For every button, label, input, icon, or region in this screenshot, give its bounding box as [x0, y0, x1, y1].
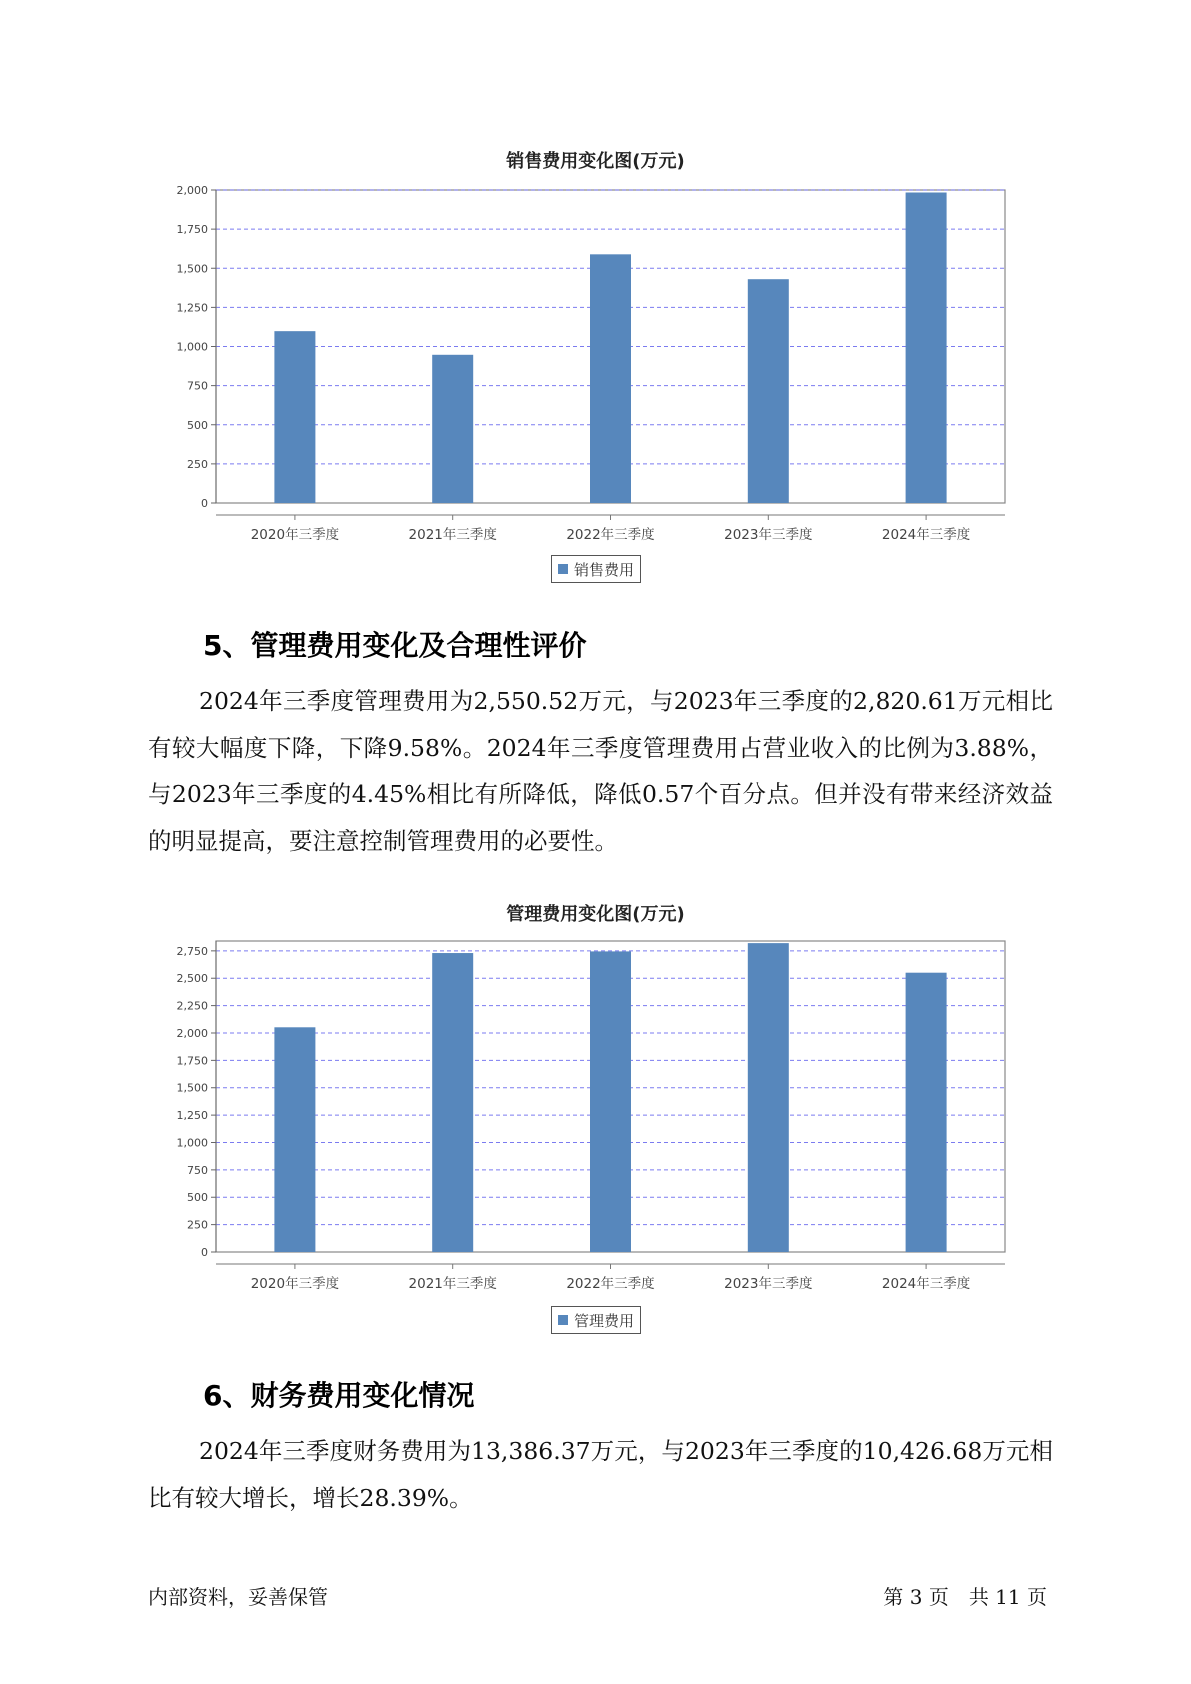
bar	[590, 951, 631, 1252]
x-tick-label: 2021年三季度	[408, 1276, 497, 1292]
y-tick-label: 750	[187, 379, 208, 393]
y-tick-label: 1,500	[176, 262, 208, 276]
y-tick-label: 1,000	[176, 1136, 208, 1150]
footer-confidential: 内部资料，妥善保管	[148, 1585, 328, 1609]
y-tick-label: 2,250	[176, 999, 208, 1013]
y-tick-label: 1,500	[176, 1081, 208, 1095]
bar	[748, 943, 789, 1252]
y-tick-label: 250	[187, 1218, 208, 1232]
x-tick-label: 2020年三季度	[250, 527, 340, 543]
legend-label: 销售费用	[574, 560, 635, 579]
x-tick-label: 2020年三季度	[250, 1276, 340, 1292]
x-tick-label: 2023年三季度	[724, 1276, 813, 1292]
section-6-heading: 6、财务费用变化情况	[203, 1379, 475, 1412]
section-5-paragraph: 2024年三季度管理费用为2,550.52万元，与2023年三季度的2,820.61万元相比有较大幅度下降，下降9.58%。2024年三季度管理费用占营业收入的比例为3.88%，与2023年三季度的4.45%相比有所降低，降低0.57个百分点。但并没有带来经济效益的明显提高，要注意控制管理费用的必要性。	[148, 687, 1053, 855]
y-tick-label: 2,000	[176, 1026, 208, 1040]
y-tick-label: 0	[201, 1246, 208, 1259]
y-tick-label: 1,750	[176, 223, 208, 237]
y-tick-label: 1,000	[176, 340, 208, 354]
sales-chart-title: 销售费用变化图(万元)	[506, 151, 685, 172]
bar	[432, 953, 473, 1252]
legend-swatch	[558, 1315, 568, 1325]
footer-page-number: 第 3 页 共 11 页	[883, 1585, 1047, 1609]
y-tick-label: 2,500	[176, 972, 208, 986]
y-tick-label: 250	[187, 457, 208, 471]
bar	[274, 1027, 315, 1252]
section-6-paragraph: 2024年三季度财务费用为13,386.37万元，与2023年三季度的10,426.68万元相比有较大增长，增长28.39%。	[148, 1437, 1053, 1512]
x-tick-label: 2022年三季度	[566, 1276, 655, 1292]
x-tick-label: 2024年三季度	[881, 527, 971, 543]
y-tick-label: 0	[201, 497, 208, 510]
x-tick-label: 2024年三季度	[881, 1276, 971, 1292]
y-tick-label: 500	[187, 418, 208, 432]
legend-label: 管理费用	[574, 1311, 635, 1330]
y-tick-label: 750	[187, 1163, 208, 1177]
section-5-heading: 5、管理费用变化及合理性评价	[203, 629, 587, 662]
y-tick-label: 500	[187, 1191, 208, 1205]
bar	[906, 973, 947, 1252]
admin-chart-title: 管理费用变化图(万元)	[506, 904, 685, 925]
y-tick-label: 1,250	[176, 301, 208, 315]
x-tick-label: 2021年三季度	[408, 527, 497, 543]
y-tick-label: 2,750	[176, 944, 208, 958]
y-tick-label: 2,000	[176, 184, 208, 197]
x-tick-label: 2023年三季度	[724, 527, 813, 543]
admin-chart-legend	[551, 1306, 641, 1334]
y-tick-label: 1,250	[176, 1109, 208, 1123]
y-tick-label: 1,750	[176, 1054, 208, 1068]
x-tick-label: 2022年三季度	[566, 527, 655, 543]
